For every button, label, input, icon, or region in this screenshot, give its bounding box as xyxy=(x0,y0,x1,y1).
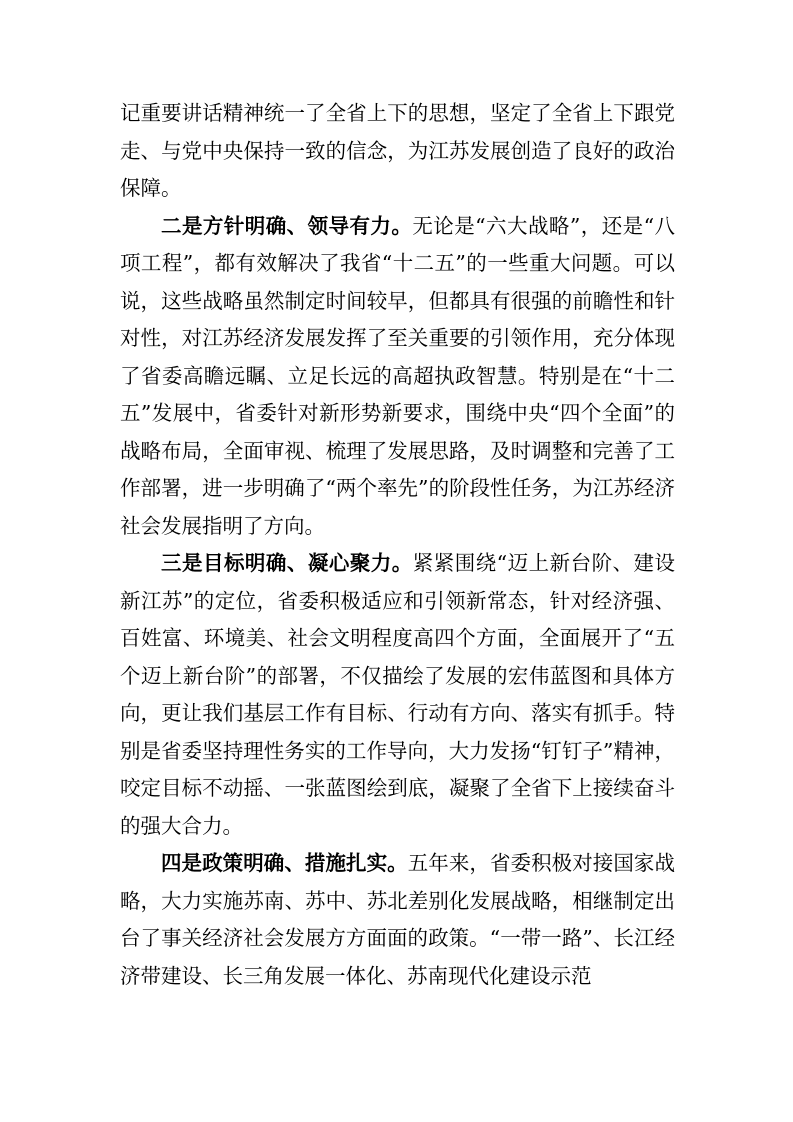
paragraph-lead-heading: 二是方针明确、领导有力。 xyxy=(161,213,413,238)
paragraph-point-three xyxy=(120,545,675,845)
paragraph-body: 记重要讲话精神统一了全省上下的思想，坚定了全省上下跟党走、与党中央保持一致的信念，为江苏发展创造了良好的政治保障。 xyxy=(120,101,675,200)
paragraph-body: 五年来，省委积极对接国家战略，大力实施苏南、苏中、苏北差别化发展战略，相继制定出台了事关经济社会发展方方面面的政策。“一带一路”、长江经济带建设、长三角发展一体化、苏南现代化建设示范 xyxy=(120,851,675,988)
paragraph-point-two xyxy=(120,208,675,546)
paragraph-point-four xyxy=(120,845,675,995)
paragraph-continuation xyxy=(120,95,675,208)
paragraph-lead-heading: 四是政策明确、措施扎实。 xyxy=(161,851,408,875)
document-page xyxy=(120,95,675,995)
paragraph-body: 紧紧围绕“迈上新台阶、建设新江苏”的定位，省委积极适应和引领新常态，针对经济强、百姓富、环境美、社会文明程度高四个方面，全面展开了“五个迈上新台阶”的部署，不仅描绘了发展的宏伟蓝图和具体方向，更让我们基层工作有目标、行动有方向、落实有抓手。特别是省委坚持理性务实的工作导向，大力发扬“钉钉子”精神，咬定目标不动摇、一张蓝图绘到底，凝聚了全省下上接续奋斗的强大合力。 xyxy=(120,551,676,838)
paragraph-lead-heading: 三是目标明确、凝心聚力。 xyxy=(161,551,413,575)
paragraph-body: 无论是“六大战略”，还是“八项工程”，都有效解决了我省“十二五”的一些重大问题。可以说，这些战略虽然制定时间较早，但都具有很强的前瞻性和针对性，对江苏经济发展发挥了至关重要的引领作用，充分体现了省委高瞻远瞩、立足长远的高超执政智慧。特别是在“十二五”发展中，省委针对新形势新要求，围绕中央“四个全面”的战略布局，全面审视、梳理了发展思路，及时调整和完善了工作部署，进一步明确了“两个率先”的阶段性任务，为江苏经济社会发展指明了方向。 xyxy=(120,213,675,538)
